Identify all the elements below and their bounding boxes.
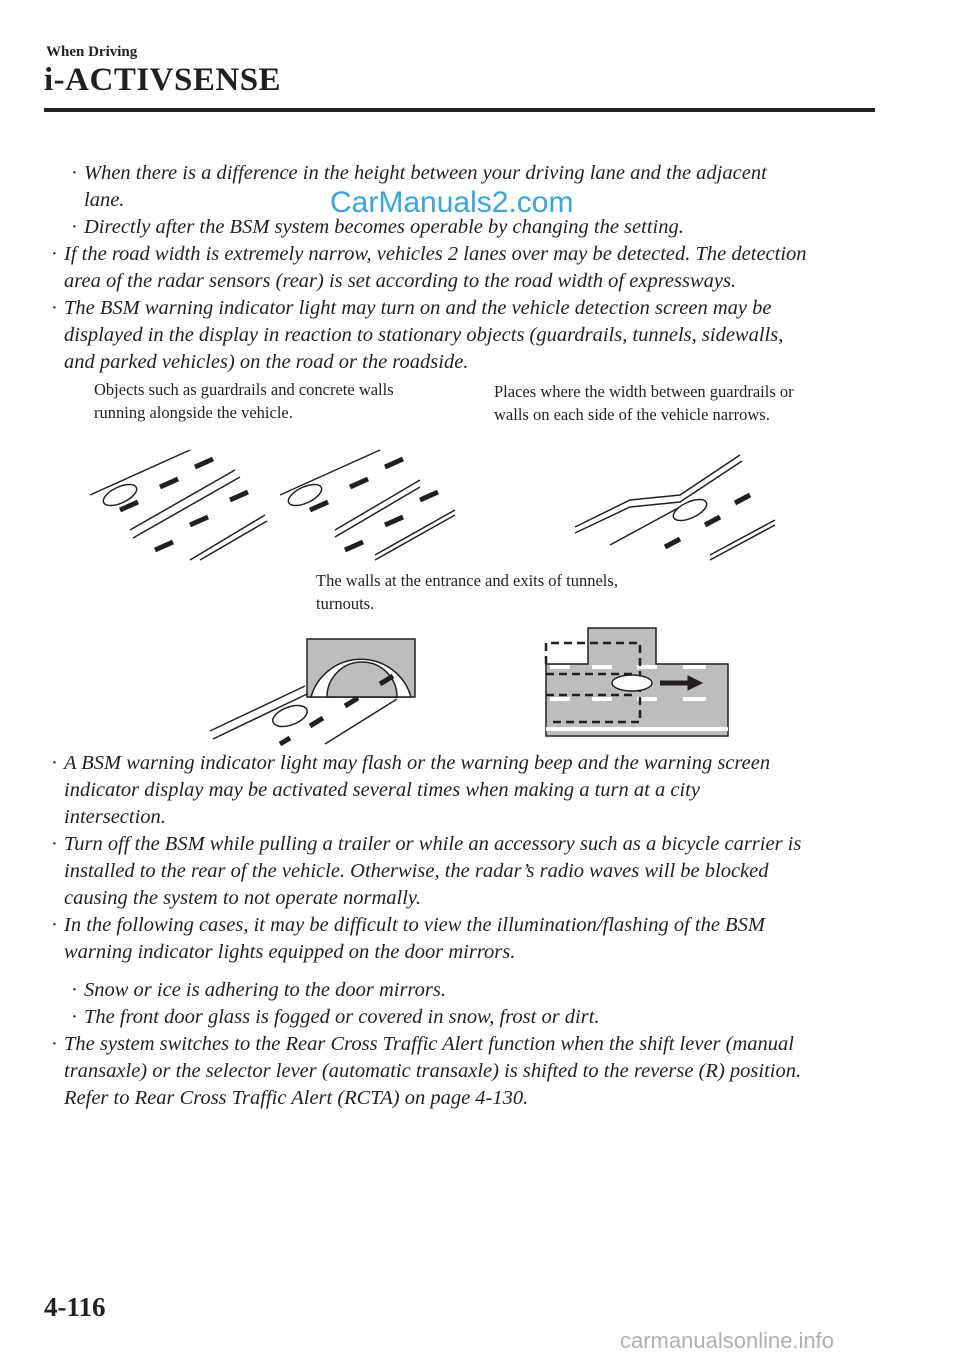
bullet-text-line: If the road width is extremely narrow, vehicles 2 lanes over may be detected. The detection [64, 243, 807, 265]
page-number: 4-116 [44, 1292, 106, 1322]
bullet-text-line: area of the radar sensors (rear) is set according to the road width of expressways. [64, 270, 737, 292]
bullet-icon: · [51, 297, 58, 319]
bullet-text-line: lane. [84, 189, 125, 211]
bullet-text-line: causing the system to not operate normally. [64, 887, 421, 909]
caption-line: Places where the width between guardrails or [494, 382, 794, 401]
bullet-icon: · [51, 914, 58, 936]
section-label: When Driving [46, 44, 138, 60]
bullet-icon: · [71, 979, 78, 1001]
bullet-text-line: indicator display may be activated several times when making a turn at a city [64, 779, 700, 801]
bullet-icon: · [51, 752, 58, 774]
bullet-text-line: displayed in the display in reaction to stationary objects (guardrails, tunnels, sidewalls, [64, 324, 784, 346]
bullet-icon: · [51, 243, 58, 265]
caption-line: The walls at the entrance and exits of tunnels, [316, 571, 618, 590]
bullet-text-line: Refer to Rear Cross Traffic Alert (RCTA) on page 4-130. [64, 1087, 529, 1109]
bullet-text-line: The BSM warning indicator light may turn on and the vehicle detection screen may be [64, 297, 772, 319]
caption-line: Objects such as guardrails and concrete walls [94, 380, 394, 399]
caption-line: running alongside the vehicle. [94, 403, 293, 422]
bullet-text-line: A BSM warning indicator light may flash or the warning beep and the warning screen [64, 752, 771, 774]
bullet-text-line: The system switches to the Rear Cross Traffic Alert function when the shift lever (manual [64, 1033, 794, 1055]
bullet-text-line: installed to the rear of the vehicle. Otherwise, the radar’s radio waves will be blocked [64, 860, 769, 882]
bullet-icon: · [71, 1006, 78, 1028]
bullet-text-line: warning indicator lights equipped on the door mirrors. [64, 941, 516, 963]
bullet-text-line: Directly after the BSM system becomes operable by changing the setting. [84, 216, 684, 238]
illustration-narrowing-road [570, 445, 785, 565]
illustration-turnout [540, 622, 735, 742]
caption-line: walls on each side of the vehicle narrows. [494, 405, 770, 424]
bullet-icon: · [51, 833, 58, 855]
illustration-tunnel [205, 636, 420, 746]
bullet-icon: · [71, 162, 78, 184]
bullet-text-line: The front door glass is fogged or covered in snow, frost or dirt. [84, 1006, 600, 1028]
caption-line: turnouts. [316, 594, 375, 613]
watermark: CarManuals2.com [330, 186, 574, 219]
page-title: i-ACTIVSENSE [44, 62, 282, 98]
bullet-text-line: Turn off the BSM while pulling a trailer or while an accessory such as a bicycle carrier is [64, 833, 802, 855]
illustration-guardrails [275, 445, 460, 565]
caption-guardrails [94, 378, 394, 424]
bullet-icon: · [51, 1033, 58, 1055]
bullet-text-line: When there is a difference in the height between your driving lane and the adjacent [84, 162, 767, 184]
caption-tunnels [316, 569, 618, 615]
footer-watermark: carmanualsonline.info [620, 1328, 835, 1353]
illustration-concrete-wall [85, 445, 275, 565]
bullet-icon: · [71, 216, 78, 238]
bullet-text-line: In the following cases, it may be difficult to view the illumination/flashing of the BSM [64, 914, 765, 936]
bullet-text-line: intersection. [64, 806, 166, 828]
bullet-text-line: Snow or ice is adhering to the door mirrors. [84, 979, 446, 1001]
bullet-text-line: and parked vehicles) on the road or the roadside. [64, 351, 469, 373]
caption-narrows [494, 380, 794, 426]
header-rule [44, 108, 875, 112]
bullet-text-line: transaxle) or the selector lever (automatic transaxle) is shifted to the reverse (R) position. [64, 1060, 802, 1082]
